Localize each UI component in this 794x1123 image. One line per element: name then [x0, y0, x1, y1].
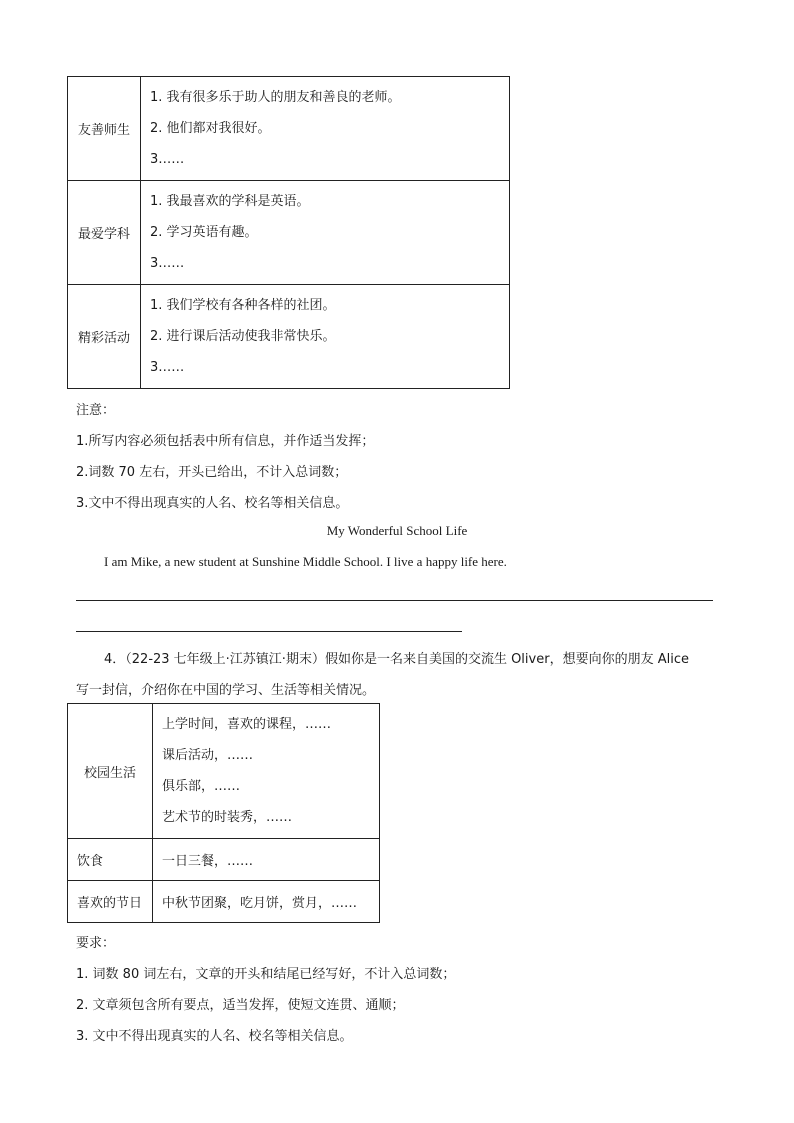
content-line: 2. 他们都对我很好。 — [150, 121, 271, 136]
info-table-1 — [67, 76, 510, 389]
row-content — [141, 285, 510, 389]
note-item: 1.所写内容必须包括表中所有信息，并作适当发挥； — [76, 434, 375, 449]
notes-heading: 注意： — [76, 403, 116, 418]
writing-line[interactable] — [76, 631, 462, 632]
content-line: 课后活动，…… — [162, 748, 254, 763]
essay-opening: I am Mike, a new student at Sunshine Middle School. I live a happy life here. — [104, 554, 507, 569]
row-content — [153, 704, 380, 839]
table-row — [68, 839, 380, 881]
row-content — [141, 181, 510, 285]
content-line: 3…… — [150, 152, 185, 167]
row-label: 喜欢的节日 — [68, 881, 153, 923]
content-line: 2. 学习英语有趣。 — [150, 225, 258, 240]
requirement-item: 2. 文章须包含所有要点，适当发挥，使短文连贯、通顺； — [76, 998, 405, 1013]
row-label: 友善师生 — [68, 77, 141, 181]
content-line: 艺术节的时装秀，…… — [162, 810, 293, 825]
essay-title: My Wonderful School Life — [326, 523, 468, 538]
content-line: 3…… — [150, 360, 185, 375]
row-content: 一日三餐，…… — [153, 839, 380, 881]
writing-line[interactable] — [76, 600, 713, 601]
content-line: 2. 进行课后活动使我非常快乐。 — [150, 329, 336, 344]
note-item: 2.词数 70 左右，开头已给出，不计入总词数； — [76, 465, 348, 480]
row-label: 最爱学科 — [68, 181, 141, 285]
content-line: 1. 我有很多乐于助人的朋友和善良的老师。 — [150, 90, 401, 105]
row-content — [141, 77, 510, 181]
requirement-item: 3. 文中不得出现真实的人名、校名等相关信息。 — [76, 1029, 353, 1044]
table-row — [68, 881, 380, 923]
note-item: 3.文中不得出现真实的人名、校名等相关信息。 — [76, 496, 349, 511]
content-line: 1. 我们学校有各种各样的社团。 — [150, 298, 336, 313]
row-content: 中秋节团聚，吃月饼，赏月，…… — [153, 881, 380, 923]
content-line: 1. 我最喜欢的学科是英语。 — [150, 194, 310, 209]
row-label: 饮食 — [68, 839, 153, 881]
table-row — [68, 704, 380, 839]
row-label: 精彩活动 — [68, 285, 141, 389]
content-line: 俱乐部，…… — [162, 779, 241, 794]
question-4-text-cont: 写一封信，介绍你在中国的学习、生活等相关情况。 — [76, 683, 376, 698]
table-row — [68, 181, 510, 285]
table-row — [68, 77, 510, 181]
row-label: 校园生活 — [68, 704, 153, 839]
info-table-2 — [67, 703, 380, 923]
content-line: 3…… — [150, 256, 185, 271]
table-row — [68, 285, 510, 389]
content-line: 上学时间，喜欢的课程，…… — [162, 717, 332, 732]
requirements-heading: 要求： — [76, 936, 116, 951]
question-4-text: 4．（22-23 七年级上·江苏镇江·期末）假如你是一名来自美国的交流生 Oliver，想要向你的朋友 Alice — [104, 652, 689, 667]
requirement-item: 1. 词数 80 词左右，文章的开头和结尾已经写好，不计入总词数； — [76, 967, 456, 982]
